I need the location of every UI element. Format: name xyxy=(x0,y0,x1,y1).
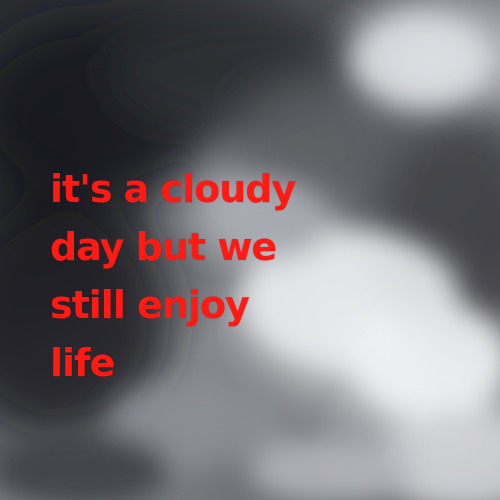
quote-line: day but we xyxy=(50,225,277,269)
quote-line: it's a cloudy xyxy=(50,167,296,211)
quote-line: still enjoy xyxy=(50,283,249,327)
quote-text xyxy=(50,160,340,392)
quote-line: life xyxy=(50,341,115,385)
